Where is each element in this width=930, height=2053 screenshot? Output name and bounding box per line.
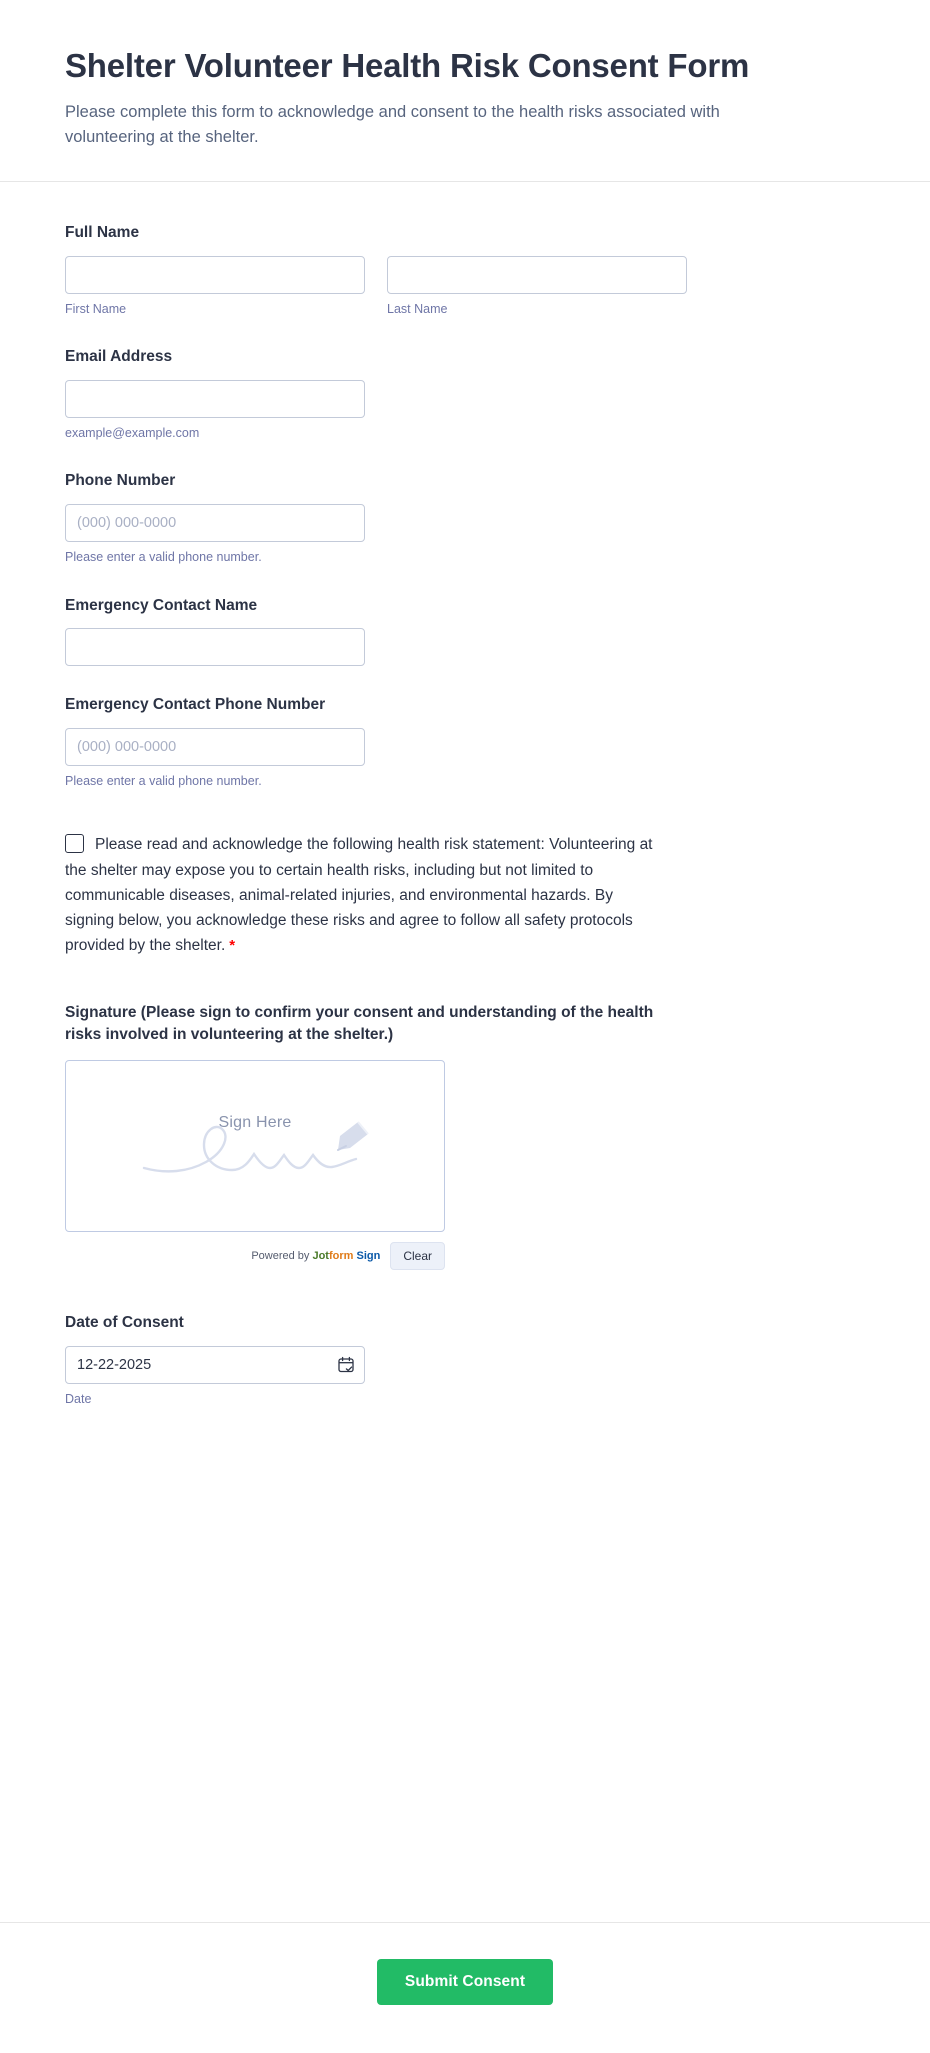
full-name-row [65,256,865,319]
phone-label: Phone Number [65,472,176,490]
form-body [0,182,930,1922]
page-subtitle: Please complete this form to acknowledge and consent to the health risks associated with volunteering at the shelter. [65,102,720,147]
first-name-sublabel: First Name [65,301,127,316]
emergency-contact-phone-input[interactable] [65,728,365,766]
powered-by-form: form [328,1249,354,1262]
email-sublabel: example@example.com [65,425,200,440]
signature-label: Signature (Please sign to confirm your consent and understanding of the health risks involved in volunteering at the shelter.) [65,1003,654,1043]
powered-by-jotform-sign [251,1250,380,1262]
sign-here-text: Sign Here [218,1113,292,1131]
emergency-contact-phone-sublabel: Please enter a valid phone number. [65,773,262,788]
field-full-name [65,222,865,318]
last-name-sublabel: Last Name [387,301,448,316]
form-header [0,0,930,182]
emergency-contact-name-col [65,628,365,666]
date-of-consent-label: Date of Consent [65,1313,184,1331]
date-of-consent-input[interactable] [65,1346,365,1384]
last-name-col [387,256,687,319]
field-emergency-contact-phone [65,694,865,790]
email-label: Email Address [65,348,173,366]
clear-signature-button[interactable]: Clear [390,1242,445,1270]
signature-pad[interactable] [65,1060,445,1232]
phone-sublabel: Please enter a valid phone number. [65,550,262,565]
powered-by-sign: Sign [353,1249,381,1262]
date-input-wrap [65,1346,365,1384]
field-phone-number [65,470,865,566]
date-of-consent-sublabel: Date [65,1391,92,1406]
field-acknowledgement [65,832,865,958]
submit-consent-button[interactable]: Submit Consent [377,1959,553,2005]
acknowledgement-text: Please read and acknowledge the following health risk statement: Volunteering at the shelter may expose you to certain health risks, including but not limited to communicable diseases, animal-related injuries, and environmental hazards. By signing below, you acknowledge these risks and agree to follow all safety protocols provided by the shelter. [65,836,653,954]
field-date-of-consent [65,1312,865,1448]
acknowledgement-row[interactable] [65,832,665,958]
email-input[interactable] [65,380,365,418]
required-asterisk: * [229,936,236,954]
signature-placeholder [66,1110,444,1182]
phone-input[interactable] [65,504,365,542]
powered-by-jot: Jot [312,1249,329,1262]
field-signature [65,1002,865,1270]
emergency-contact-phone-col [65,728,365,791]
acknowledgement-checkbox[interactable] [65,834,84,853]
powered-by-prefix: Powered by [251,1249,313,1262]
field-emergency-contact-name [65,595,865,667]
emergency-contact-name-input[interactable] [65,628,365,666]
emergency-contact-phone-label: Emergency Contact Phone Number [65,696,326,714]
signature-footer [65,1242,445,1270]
phone-col [65,504,365,567]
field-email-address [65,346,865,442]
first-name-input[interactable] [65,256,365,294]
email-col [65,380,365,443]
last-name-input[interactable] [387,256,687,294]
emergency-contact-name-label: Emergency Contact Name [65,596,258,614]
first-name-col [65,256,365,319]
full-name-label: Full Name [65,224,140,241]
calendar-icon[interactable] [338,1356,354,1373]
form-footer [0,1922,930,2053]
page-title: Shelter Volunteer Health Risk Consent Form [65,47,750,84]
